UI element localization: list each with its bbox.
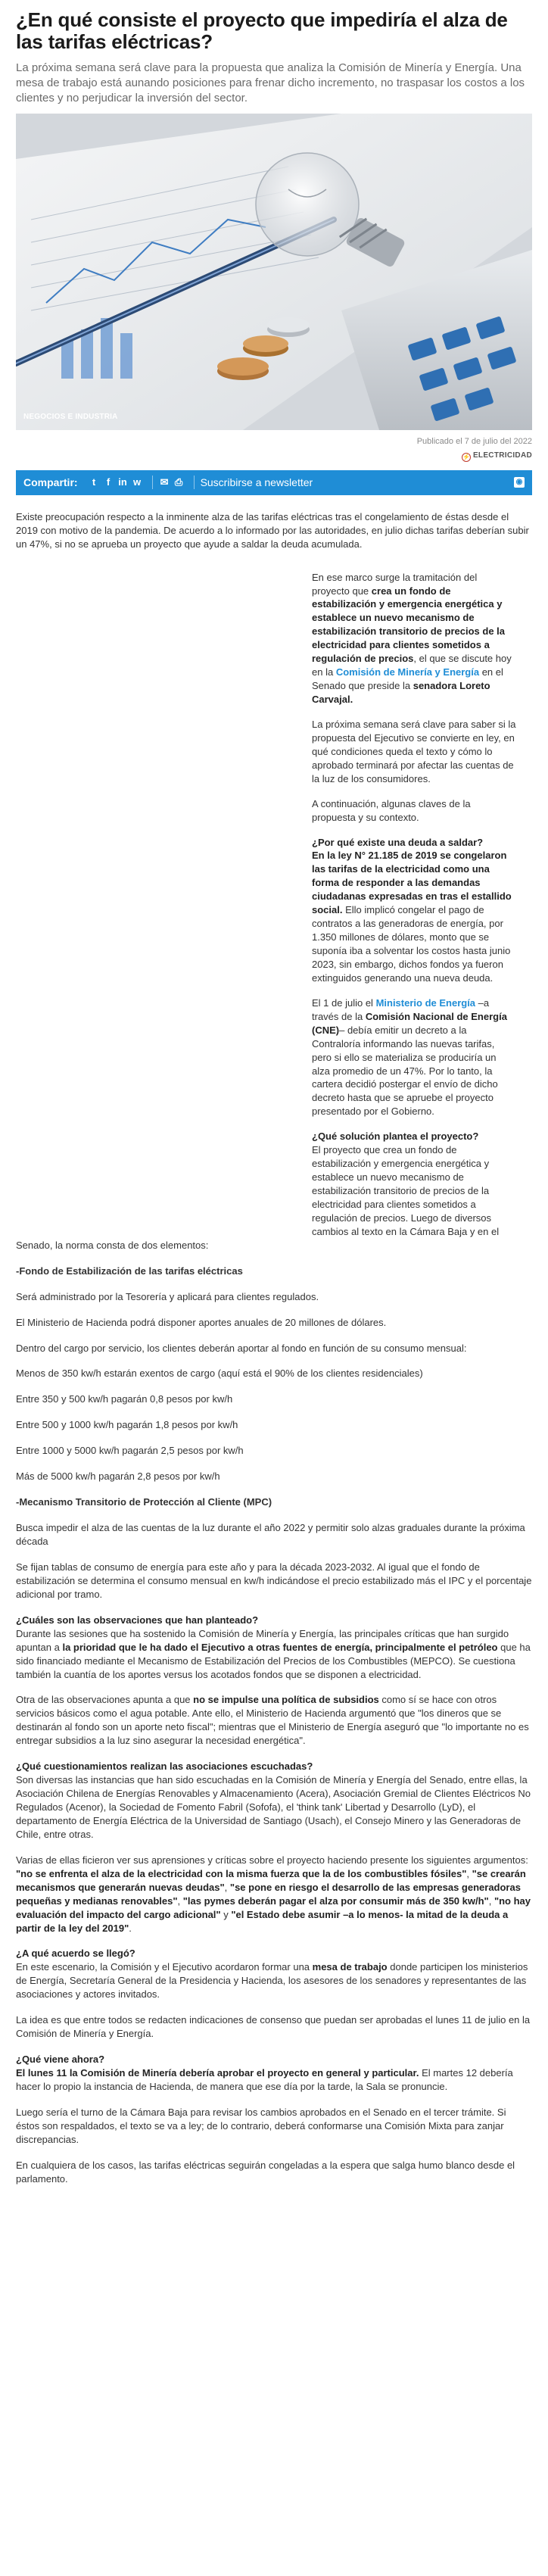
share-divider xyxy=(152,476,153,489)
paragraph: Más de 5000 kw/h pagarán 2,8 pesos por kw/h xyxy=(16,1470,220,1483)
print-icon[interactable]: ⎙ xyxy=(174,476,183,488)
published-date: Publicado el 7 de julio del 2022 xyxy=(416,436,532,446)
question-heading: ¿Qué solución plantea el proyecto? xyxy=(312,1131,479,1143)
question-heading: ¿Cuáles son las observaciones que han planteado? xyxy=(16,1614,259,1626)
paragraph: La próxima semana será clave para saber si la propuesta del Ejecutivo se convierte en ley, en qué condiciones queda el texto y cómo lo aprobado terminará por afectar las cuentas de la luz de los consumidores. xyxy=(312,718,516,784)
paragraph: ¿Por qué existe una deuda a saldar? En la ley N° 21.185 de 2019 se congelaron las tarifas de la electricidad como una forma de responder a las demandas ciudadanas expresadas en tras el estallido social. Ello implicó congelar el pago de contratos a las generadoras de energía, por 1.350 millones de dólares, monto que se suponía iba a solventar los costos hasta junio 2023, sin embargo, dichos fondos ya fueron extinguidos generando una nueva deuda. xyxy=(312,836,516,985)
paragraph: Luego sería el turno de la Cámara Baja para revisar los cambios aprobados en el Senado en el tercer trámite. Si éstos son respaldados, el texto se va a ley; de lo contrario, deberá conformarse una Comisión Mixta para zanjar discrepancias. xyxy=(16,2106,506,2145)
hero-illustration xyxy=(16,114,532,430)
paragraph: En ese marco surge la tramitación del proyecto que crea un fondo de estabilización y emergencia energética y establece un nuevo mecanismo de estabilización transitorio de precios de la electricidad para clientes sometidos a regulación de precios, el que se discute hoy en la Comisión de Minería y Energía en el Senado que preside la senadora Loreto Carvajal. xyxy=(312,571,512,706)
facebook-icon[interactable]: f xyxy=(106,476,111,488)
paragraph: El 1 de julio el Ministerio de Energía –a través de la Comisión Nacional de Energía (CNE)– debía emitir un decreto a la Contraloría informando las nuevas tarifas, pero si ello se materializa se produciría un alza promedio de un 47%. Por lo tanto, la cartera decidió postergar el envío de dicho decreto hasta que se apruebe el proyecto presentado por el Gobierno. xyxy=(312,996,507,1118)
share-divider xyxy=(194,476,195,489)
question-heading: ¿Qué viene ahora? xyxy=(16,2054,105,2066)
lightning-icon: ⚡ xyxy=(462,453,471,460)
paragraph: Busca impedir el alza de las cuentas de la luz durante el año 2022 y permitir solo alzas graduales durante la próxima década xyxy=(16,1522,525,1548)
paragraph: Existe preocupación respecto a la inminente alza de las tarifas eléctricas tras el congelamiento de éstas desde el 2019 con motivo de la pandemia. De acuerdo a lo informado por las autoridades, en julio dichas tarifas deberían subir un 47%, si no se aprueba un proyecto que ayude a saldar la deuda acumulada. xyxy=(16,510,529,550)
linkedin-icon[interactable]: in xyxy=(118,476,127,488)
paragraph: En cualquiera de los casos, las tarifas eléctricas seguirán congeladas a la espera que salga humo blanco desde el parlamento. xyxy=(16,2159,515,2185)
page-title: ¿En qué consiste el proyecto que impediría el alza de las tarifas eléctricas? xyxy=(16,8,508,54)
paragraph: ¿Qué cuestionamientos realizan las asociaciones escuchadas? Son diversas las instancias que han sido escuchadas en la Comisión de Minería y Energía del Senado, entre ellas, la Asociación Chilena de Energías Renovables y Almacenamiento (Acera), Asociación Gremial de Clientes Eléctricos No Regulados (Acenor), la Sociedad de Fomento Fabril (Sofofa), el 'think tank' Libertad y Desarrollo (LyD), el departamento de Energía Eléctrica de la Universidad de Santiago (Usach), el Consejo Minero y las Generadoras de Chile, entre otras. xyxy=(16,1760,532,1842)
article-body xyxy=(16,510,532,2186)
paragraph: ¿Qué solución plantea el proyecto? El proyecto que crea un fondo de estabilización y emergencia energética y establece un nuevo mecanismo de estabilización transitorio de precios de la electricidad para clientes sometidos a regulación de precios. Luego de diversos cambios al texto en la Cámara Baja y en el xyxy=(312,1130,516,1239)
paragraph: Otra de las observaciones apunta a que no se impulse una política de subsidios como sí se hace con otros servicios básicos como el agua potable. Ante ello, el Ministerio de Hacienda argumentó que "los dineros que se destinarán al fondo son un aporte neto fiscal"; mientras que el Ministerio de Energía aseguró que "lo importante no es entregar subsidios a la luz sino asegurar la necesidad energética". xyxy=(16,1694,529,1747)
paragraph: Se fijan tablas de consumo de energía para este año y para la década 2023-2032. Al igual que el fondo de estabilización se determina el consumo mensual en kw/h indicándose el precio estabilizado más el IPC y el porcentaje adicional por tramo. xyxy=(16,1561,532,1600)
article-lead: La próxima semana será clave para la propuesta que analiza la Comisión de Minería y Energía. Una mesa de trabajo está aunando posiciones para frenar dicho incremento, no traspasar los costos a los clientes y no perjudicar la inversión del sector. xyxy=(16,61,525,104)
paragraph: ¿Cuáles son las observaciones que han planteado? Durante las sesiones que ha sostenido la Comisión de Minería y Energía, las principales críticas que han surgido apuntan a la prioridad que le ha dado el Ejecutivo a otras fuentes de energía, principalmente el petróleo que ha sido financiado mediante el Mecanismo de Estabilización del Precios de los Combustibles (MEPCO). Se cuestiona también la cuantía de los aportes versus los acotados fondos que se disponen a electricidad. xyxy=(16,1614,532,1682)
paragraph: Entre 500 y 1000 kw/h pagarán 1,8 pesos por kw/h xyxy=(16,1419,238,1431)
article-column xyxy=(312,571,516,1239)
newsletter-link[interactable]: Suscribirse a newsletter xyxy=(200,476,313,488)
paragraph: Senado, la norma consta de dos elementos: xyxy=(16,1239,209,1251)
category-tag-label: ELECTRICIDAD xyxy=(472,451,532,460)
paragraph: El Ministerio de Hacienda podrá disponer aportes anuales de 20 millones de dólares. xyxy=(16,1316,387,1328)
whatsapp-icon[interactable]: w xyxy=(133,476,142,488)
paragraph: ¿Qué viene ahora? El lunes 11 la Comisión de Minería debería aprobar el proyecto en general y particular. El martes 12 debería hacer lo propio la instancia de Hacienda, de manera que ese día por la tarde, la Sala se pronuncie. xyxy=(16,2053,532,2094)
hero-image xyxy=(16,114,532,430)
hero-caption: NEGOCIOS E INDUSTRIA xyxy=(23,412,118,421)
ministry-link[interactable]: Ministerio de Energía xyxy=(375,996,476,1009)
paragraph: A continuación, algunas claves de la propuesta y su contexto. xyxy=(312,797,471,823)
question-heading: ¿Por qué existe una deuda a saldar? xyxy=(312,836,484,848)
paragraph: Entre 1000 y 5000 kw/h pagarán 2,5 pesos por kw/h xyxy=(16,1445,244,1457)
paragraph: La idea es que entre todos se redacten indicaciones de consenso que puedan ser aprobadas el lunes 11 de julio en la Comisión de Minería y Energía. xyxy=(16,2014,531,2040)
paragraph: Menos de 350 kw/h estarán exentos de cargo (aquí está el 90% de los clientes residenciales) xyxy=(16,1368,423,1380)
question-heading: ¿A qué acuerdo se llegó? xyxy=(16,1948,135,1960)
category-tag[interactable] xyxy=(16,451,532,462)
commission-link[interactable]: Comisión de Minería y Energía xyxy=(335,666,480,678)
paragraph: Será administrado por la Tesorería y aplicará para clientes regulados. xyxy=(16,1290,319,1302)
paragraph: ¿A qué acuerdo se llegó? En este escenario, la Comisión y el Ejecutivo acordaron formar una mesa de trabajo donde participen los ministerios de Energía, Secretaría General de la Presidencia y Hacienda, los asesores de los senadores y representantes de las asociaciones y actores invitados. xyxy=(16,1947,532,2001)
paragraph: Entre 350 y 500 kw/h pagarán 0,8 pesos por kw/h xyxy=(16,1393,233,1405)
section-heading: -Mecanismo Transitorio de Protección al Cliente (MPC) xyxy=(16,1496,272,1508)
twitter-icon[interactable]: t xyxy=(92,476,96,488)
question-heading: ¿Qué cuestionamientos realizan las asociaciones escuchadas? xyxy=(16,1760,313,1773)
paragraph: Varias de ellas ficieron ver sus aprensiones y críticas sobre el proyecto haciendo presente los siguientes argumentos: "no se enfrenta el alza de la electricidad con la misma fuerza que la de los combustibles fósiles", "se crearán mecanismos que generarán nuevas deudas", "se pone en riesgo el desarrollo de las empresas generadoras pequeñas y medianas renovables", "las pymes deberán pagar el alza por consumir más de 350 kw/h", "no hay evaluación del impacto del cargo adicional" y "el Estado debe asumir –a lo menos- la mitad de la deuda a partir de la ley del 2019". xyxy=(16,1854,531,1934)
share-bar xyxy=(16,470,532,495)
rss-icon[interactable]: ◉ xyxy=(514,477,525,488)
email-icon[interactable]: ✉ xyxy=(160,476,169,488)
share-label: Compartir: xyxy=(23,476,78,488)
section-heading: -Fondo de Estabilización de las tarifas eléctricas xyxy=(16,1265,243,1277)
paragraph: Dentro del cargo por servicio, los clientes deberán aportar al fondo en función de su consumo mensual: xyxy=(16,1342,467,1354)
